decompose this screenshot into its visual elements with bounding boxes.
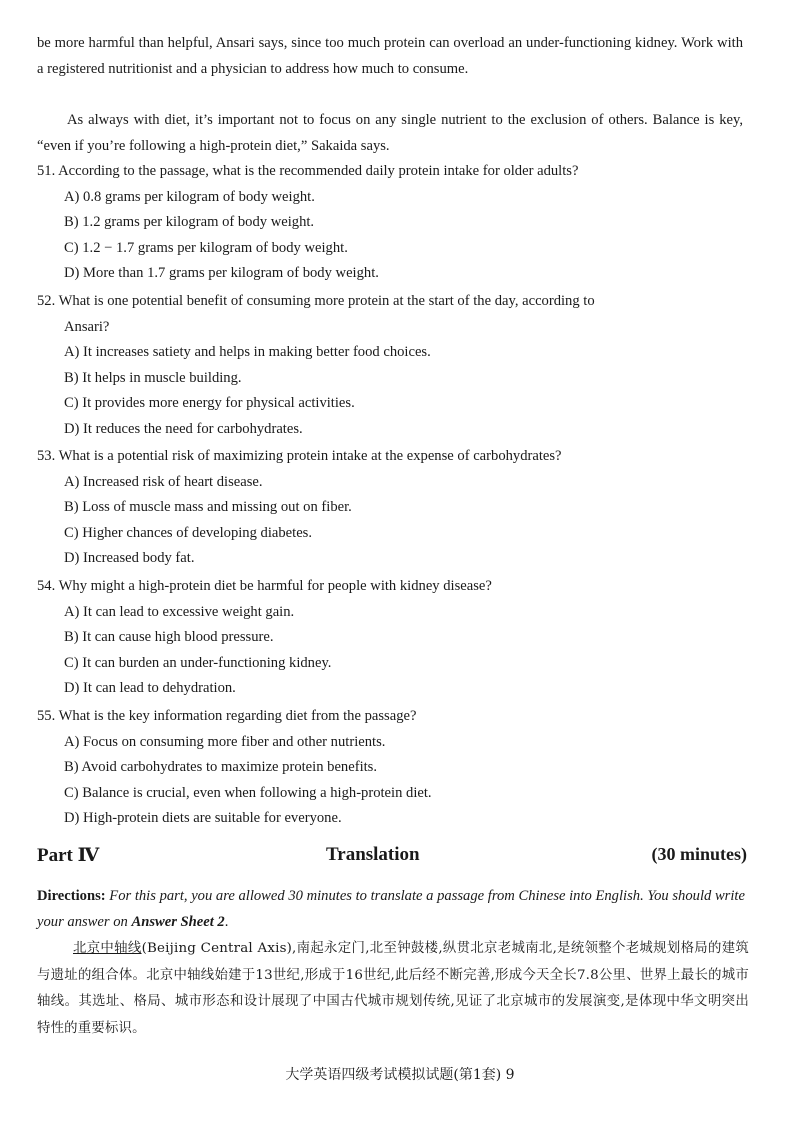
page-footer: 大学英语四级考试模拟试题(第1套) 9 [285, 1067, 515, 1083]
option-b: B) It can cause high blood pressure. [64, 629, 274, 646]
question-54 [37, 574, 747, 702]
option-a: A) Increased risk of heart disease. [64, 473, 263, 490]
passage-paragraph: be more harmful than helpful, Ansari says, since too much protein can overload an under-functioning kidney. Work with a registered nutritionist and a physician to address how much to consume. [37, 35, 743, 77]
option-d: D) High-protein diets are suitable for everyone. [64, 810, 342, 827]
directions [37, 883, 745, 935]
part-time: (30 minutes) [651, 844, 747, 864]
option-a: A) 0.8 grams per kilogram of body weight. [64, 188, 315, 205]
question-stem-continued: Ansari? [64, 318, 110, 335]
question-stem: 52. What is one potential benefit of consuming more protein at the start of the day, according to [37, 293, 595, 309]
option-b: B) 1.2 grams per kilogram of body weight. [64, 214, 315, 231]
directions-label: Directions: [37, 888, 106, 904]
option-d: D) It reduces the need for carbohydrates. [64, 420, 303, 437]
question-51 [37, 159, 747, 287]
option-d: D) More than 1.7 grams per kilogram of body weight. [64, 265, 379, 282]
option-d: D) It can lead to dehydration. [64, 680, 236, 697]
option-a: A) It increases satiety and helps in making better food choices. [64, 344, 431, 361]
option-a: A) It can lead to excessive weight gain. [64, 603, 295, 620]
translation-passage [37, 936, 749, 1042]
question-55 [37, 704, 747, 832]
question-53 [37, 444, 747, 572]
answer-sheet-ref: Answer Sheet 2 [131, 914, 225, 930]
option-b: B) It helps in muscle building. [64, 369, 242, 386]
question-stem: 54. Why might a high-protein diet be harmful for people with kidney disease? [37, 578, 492, 594]
option-c: C) It provides more energy for physical activities. [64, 395, 355, 412]
question-stem: 51. According to the passage, what is the recommended daily protein intake for older adults? [37, 163, 579, 179]
option-b: B) Avoid carbohydrates to maximize protein benefits. [64, 759, 378, 776]
question-52 [37, 289, 747, 443]
directions-text: For this part, you are allowed 30 minutes to translate a passage from Chinese into English. You should write your answer on [37, 888, 745, 930]
directions-end: . [224, 914, 229, 930]
part-label: Part Ⅳ [37, 845, 100, 866]
option-a: A) Focus on consuming more fiber and other nutrients. [64, 733, 386, 750]
option-b: B) Loss of muscle mass and missing out on fiber. [64, 499, 352, 516]
question-stem: 53. What is a potential risk of maximizing protein intake at the expense of carbohydrates? [37, 448, 562, 464]
question-stem: 55. What is the key information regarding diet from the passage? [37, 708, 417, 724]
translation-text: (Beijing Central Axis),南起永定门,北至钟鼓楼,纵贯北京老城南北,是统领整个老城规划格局的建筑与遗址的组合体。北京中轴线始建于13世纪,形成于16世纪,此后经不断完善,形成今天全长7.8公里、世界上最长的城市轴线。其选址、格局、城市形态和设计展现了中国古代城市规划传统,见证了北京城市的发展演变,是体现中华文明突出特性的重要标识。 [37, 941, 750, 1036]
option-c: C) 1.2 − 1.7 grams per kilogram of body weight. [64, 239, 348, 256]
option-c: C) Balance is crucial, even when following a high-protein diet. [64, 784, 432, 801]
option-c: C) Higher chances of developing diabetes. [64, 524, 313, 541]
translation-term: 北京中轴线 [73, 941, 142, 956]
part-title: Translation [326, 844, 420, 865]
option-d: D) Increased body fat. [64, 550, 195, 567]
passage-paragraph: As always with diet, it’s important not to focus on any single nutrient to the exclusion of others. Balance is key, “even if you’re following a high-protein diet,” Sakaida says. [37, 112, 743, 154]
option-c: C) It can burden an under-functioning kidney. [64, 654, 332, 671]
part-header [37, 844, 747, 874]
